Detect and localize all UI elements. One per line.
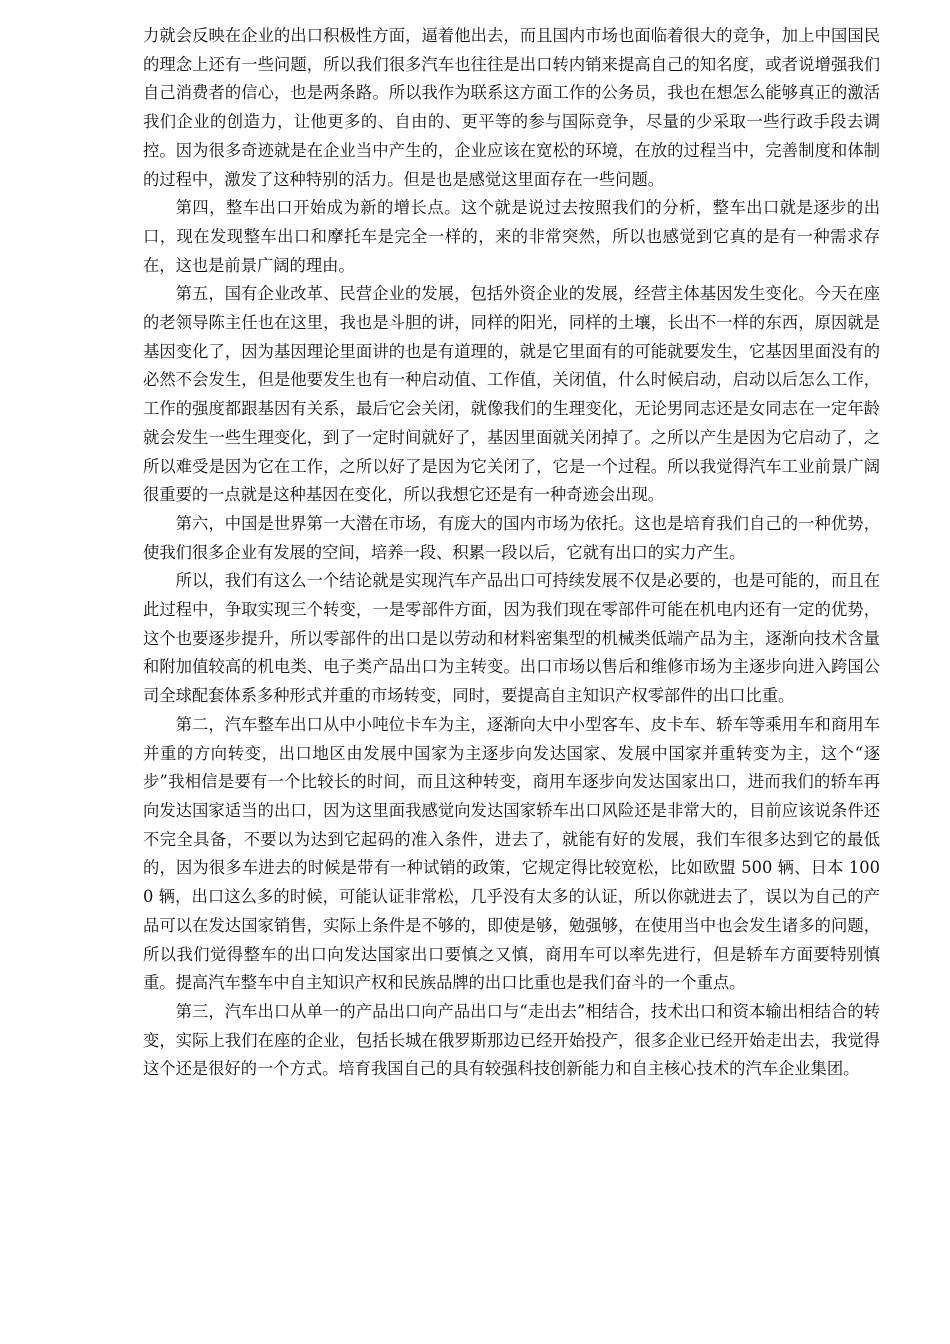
paragraph-point-five: 第五，国有企业改革、民营企业的发展，包括外资企业的发展，经营主体基因发生变化。今天在座的老领导陈主任也在这里，我也是斗胆的讲，同样的阳光，同样的土壤，长出不一样的东西，原因就是基因变化了，因为基因理论里面讲的也是有道理的，就是它里面有的可能就要发生，它基因里面没有的必然不会发生，但是他要发生也有一种启动值、工作值，关闭值，什么时候启动，启动以后怎么工作，工作的强度都跟基因有关系，最后它会关闭，就像我们的生理变化，无论男同志还是女同志在一定年龄就会发生一些生理变化，到了一定时间就好了，基因里面就关闭掉了。之所以产生是因为它启动了，之所以难受是因为它在工作，之所以好了是因为它关闭了，它是一个过程。所以我觉得汽车工业前景广阔很重要的一点就是这种基因在变化，所以我想它还是有一种奇迹会出现。 xyxy=(143,284,880,505)
paragraph-point-four: 第四，整车出口开始成为新的增长点。这个就是说过去按照我们的分析，整车出口就是逐步的出口，现在发现整车出口和摩托车是完全一样的，来的非常突然，所以也感觉到它真的是有一种需求存在，这也是前景广阔的理由。 xyxy=(143,198,880,275)
paragraph-second-shift: 第二，汽车整车出口从中小吨位卡车为主，逐渐向大中小型客车、皮卡车、轿车等乘用车和商用车并重的方向转变，出口地区由发展中国家为主逐步向发达国家、发展中国家并重转变为主，这个“逐步”我相信是要有一个比较长的时间，而且这种转变，商用车逐步向发达国家出口，进而我们的轿车再向发达国家适当的出口，因为这里面我感觉向发达国家轿车出口风险还是非常大的，目前应该说条件还不完全具备，不要以为达到它起码的准入条件，进去了，就能有好的发展，我们车很多达到它的最低的，因为很多车进去的时候是带有一种试销的政策，它规定得比较宽松，比如欧盟 500 辆、日本 1000 辆，出口这么多的时候，可能认证非常松，几乎没有太多的认证，所以你就进去了，误以为自己的产品可以在发达国家销售，实际上条件是不够的，即使是够，勉强够，在使用当中也会发生诸多的问题，所以我们觉得整车的出口向发达国家出口要慎之又慎，商用车可以率先进行，但是轿车方面要特别慎重。提高汽车整车中自主知识产权和民族品牌的出口比重也是我们奋斗的一个重点。 xyxy=(143,714,880,993)
paragraph-conclusion: 所以，我们有这么一个结论就是实现汽车产品出口可持续发展不仅是必要的，也是可能的，而且在此过程中，争取实现三个转变，一是零部件方面，因为我们现在零部件可能在机电内还有一定的优势，这个也要逐步提升，所以零部件的出口是以劳动和材料密集型的机械类低端产品为主，逐渐向技术含量和附加值较高的机电类、电子类产品出口为主转变。出口市场以售后和维修市场为主逐步向进入跨国公司全球配套体系多种形式并重的市场转变，同时，要提高自主知识产权零部件的出口比重。 xyxy=(143,571,880,706)
paragraph-third-shift: 第三，汽车出口从单一的产品出口向产品出口与“走出去”相结合，技术出口和资本输出相结合的转变，实际上我们在座的企业，包括长城在俄罗斯那边已经开始投产，很多企业已经开始走出去，我觉得这个还是很好的一个方式。培育我国自己的具有较强科技创新能力和自主核心技术的汽车企业集团。 xyxy=(143,1001,880,1079)
paragraph-point-six: 第六，中国是世界第一大潜在市场，有庞大的国内市场为依托。这也是培育我们自己的一种优势，使我们很多企业有发展的空间，培养一段、积累一段以后，它就有出口的实力产生。 xyxy=(143,513,880,562)
document-body xyxy=(143,22,880,1084)
paragraph-continuation: 力就会反映在企业的出口积极性方面，逼着他出去，而且国内市场也面临着很大的竞争，加上中国国民的理念上还有一些问题，所以我们很多汽车也往往是出口转内销来提高自己的知名度，或者说增强我们自己消费者的信心，也是两条路。所以我作为联系这方面工作的公务员，我也在想怎么能够真正的激活我们企业的创造力，让他更多的、自由的、更平等的参与国际竞争，尽量的少采取一些行政手段去调控。因为很多奇迹就是在企业当中产生的，企业应该在宽松的环境，在放的过程当中，完善制度和体制的过程中，激发了这种特别的活力。但是也是感觉这里面存在一些问题。 xyxy=(143,26,880,189)
